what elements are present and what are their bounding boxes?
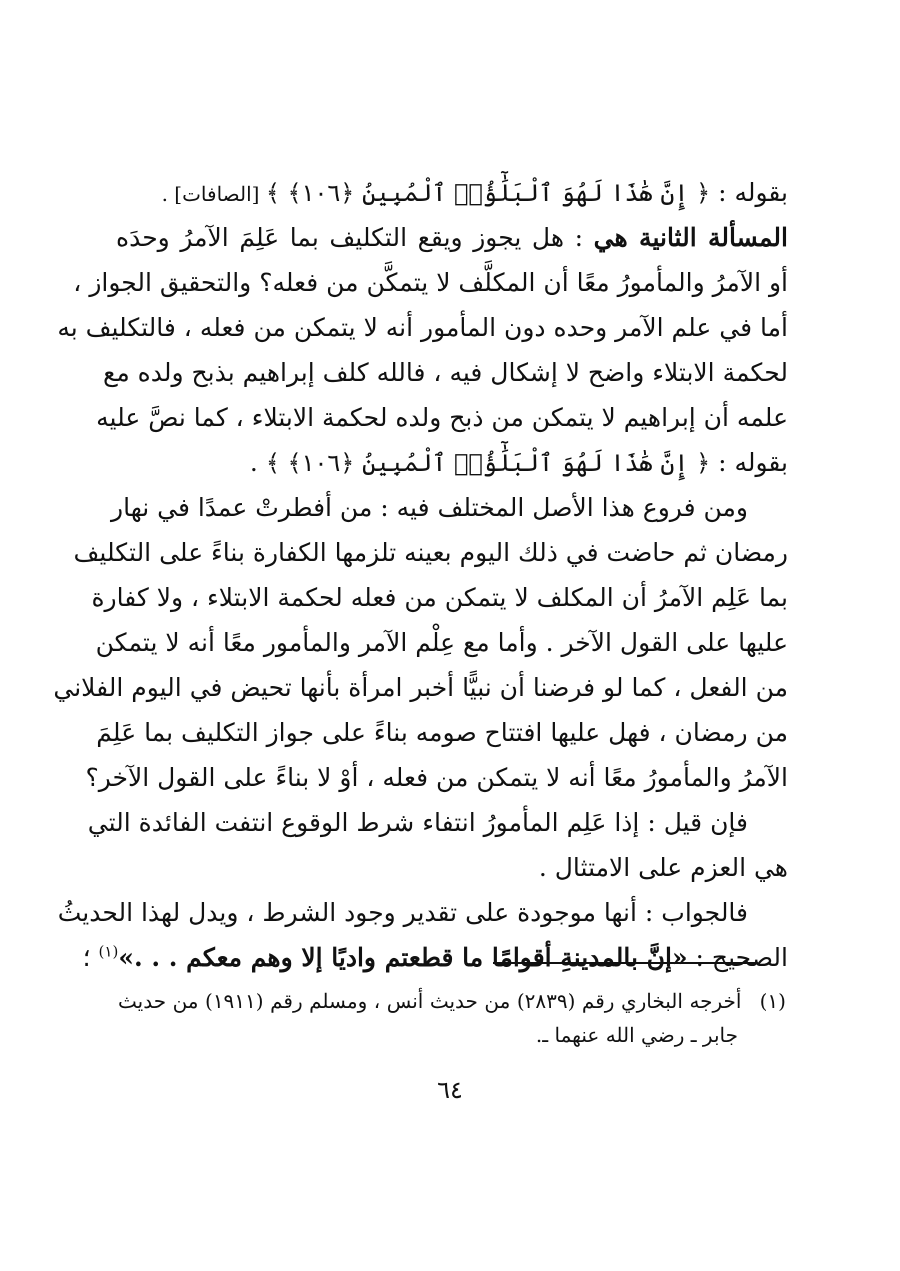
text-segment: الصحيح : (687, 943, 788, 972)
footnote-line-1 (118, 984, 786, 1018)
text-line (53, 665, 788, 710)
text-segment: علمه أن إبراهيم لا يتمكن من ذبح ولده لحكمة الابتلاء ، كما نصَّ عليه (96, 403, 788, 432)
text-line (73, 530, 788, 575)
text-segment: بما عَلِم الآمرُ أن المكلف لا يتمكن من فعله لحكمة الابتلاء ، ولا كفارة (91, 583, 788, 612)
text-segment: من رمضان ، فهل عليها افتتاح صومه بناءً على جواز التكليف بما عَلِمَ (96, 718, 788, 747)
text-line (91, 575, 788, 620)
text-segment: المسألة الثانية هي (593, 223, 788, 252)
main-text (53, 170, 788, 980)
text-line (57, 890, 788, 935)
text-segment: لحكمة الابتلاء واضح لا إشكال فيه ، فالله كلف إبراهيم بذبح ولده مع (103, 358, 788, 387)
text-segment: : هل يجوز ويقع التكليف بما عَلِمَ الآمرُ وحدَه (116, 223, 594, 252)
text-segment: ؛ (82, 943, 99, 972)
text-line (87, 800, 788, 845)
text-segment: . (249, 448, 266, 477)
text-line (116, 170, 788, 215)
text-segment: فإن قيل : إذا عَلِم المأمورُ انتفاء شرط الوقوع انتفت الفائدة التي (87, 808, 748, 837)
text-line (116, 440, 788, 485)
text-segment: عليها على القول الآخر . وأما مع عِلْم الآمر والمأمور معًا أنه لا يتمكن (95, 628, 788, 657)
text-line (96, 395, 788, 440)
text-line (96, 710, 788, 755)
quran-verse: ﴿ إِنَّ هَٰذَا لَهُوَ ٱلْبَلَٰٓؤُا۟ ٱلْمُبِينُ ﴿١٠٦﴾ ﴾ (265, 449, 711, 477)
text-segment: رمضان ثم حاضت في ذلك اليوم بعينه تلزمها الكفارة بناءً على التكليف (73, 538, 788, 567)
footnote-text-1: أخرجه البخاري رقم (٢٨٣٩) من حديث أنس ، ومسلم رقم (١٩١١) من حديث (118, 989, 742, 1013)
quran-verse: ﴿ إِنَّ هَٰذَا لَهُوَ ٱلْبَلَٰٓؤُا۟ ٱلْمُبِينُ ﴿١٠٦﴾ ﴾ (265, 179, 711, 207)
text-segment: من الفعل ، كما لو فرضنا أن نبيًّا أخبر امرأة بأنها تحيض في اليوم الفلاني (53, 673, 788, 702)
text-segment: هي العزم على الامتثال . (538, 853, 788, 882)
text-segment: الآمرُ والمأمورُ معًا أنه لا يتمكن من فعله ، أوْ لا بناءً على القول الآخر؟ (85, 763, 788, 792)
footnote-line-2: جابر ـ رضي الله عنهما ـ. (535, 1023, 738, 1047)
text-segment: أما في علم الآمر وحده دون المأمور أنه لا يتمكن من فعله ، فالتكليف به (57, 313, 788, 342)
text-segment: [الصافات] . (161, 182, 266, 206)
text-line (95, 620, 788, 665)
text-line (116, 845, 788, 890)
text-line (73, 260, 788, 305)
text-segment: بقوله : (710, 178, 788, 207)
text-line (85, 755, 788, 800)
text-segment: ومن فروع هذا الأصل المختلف فيه : من أفطرتْ عمدًا في نهار (111, 493, 748, 522)
text-line (116, 215, 788, 260)
footnote (118, 984, 786, 1052)
text-segment: بقوله : (710, 448, 788, 477)
text-segment: أو الآمرُ والمأمورُ معًا أن المكلَّف لا يتمكَّن من فعله؟ والتحقيق الجواز ، (73, 268, 788, 297)
text-segment: فالجواب : أنها موجودة على تقدير وجود الشرط ، ويدل لهذا الحديثُ (57, 898, 748, 927)
footnote-separator (493, 962, 757, 964)
footnote-number: (١) (759, 989, 786, 1013)
footnote-marker: (١) (98, 942, 119, 961)
page-number: ٦٤ (437, 1076, 463, 1104)
text-line (111, 485, 788, 530)
text-line (57, 305, 788, 350)
text-line (82, 935, 788, 980)
text-segment: «إنَّ بالمدينةِ أقوامًا ما قطعتم واديًا إلا وهم معكم . . .» (118, 943, 688, 972)
text-line (103, 350, 788, 395)
